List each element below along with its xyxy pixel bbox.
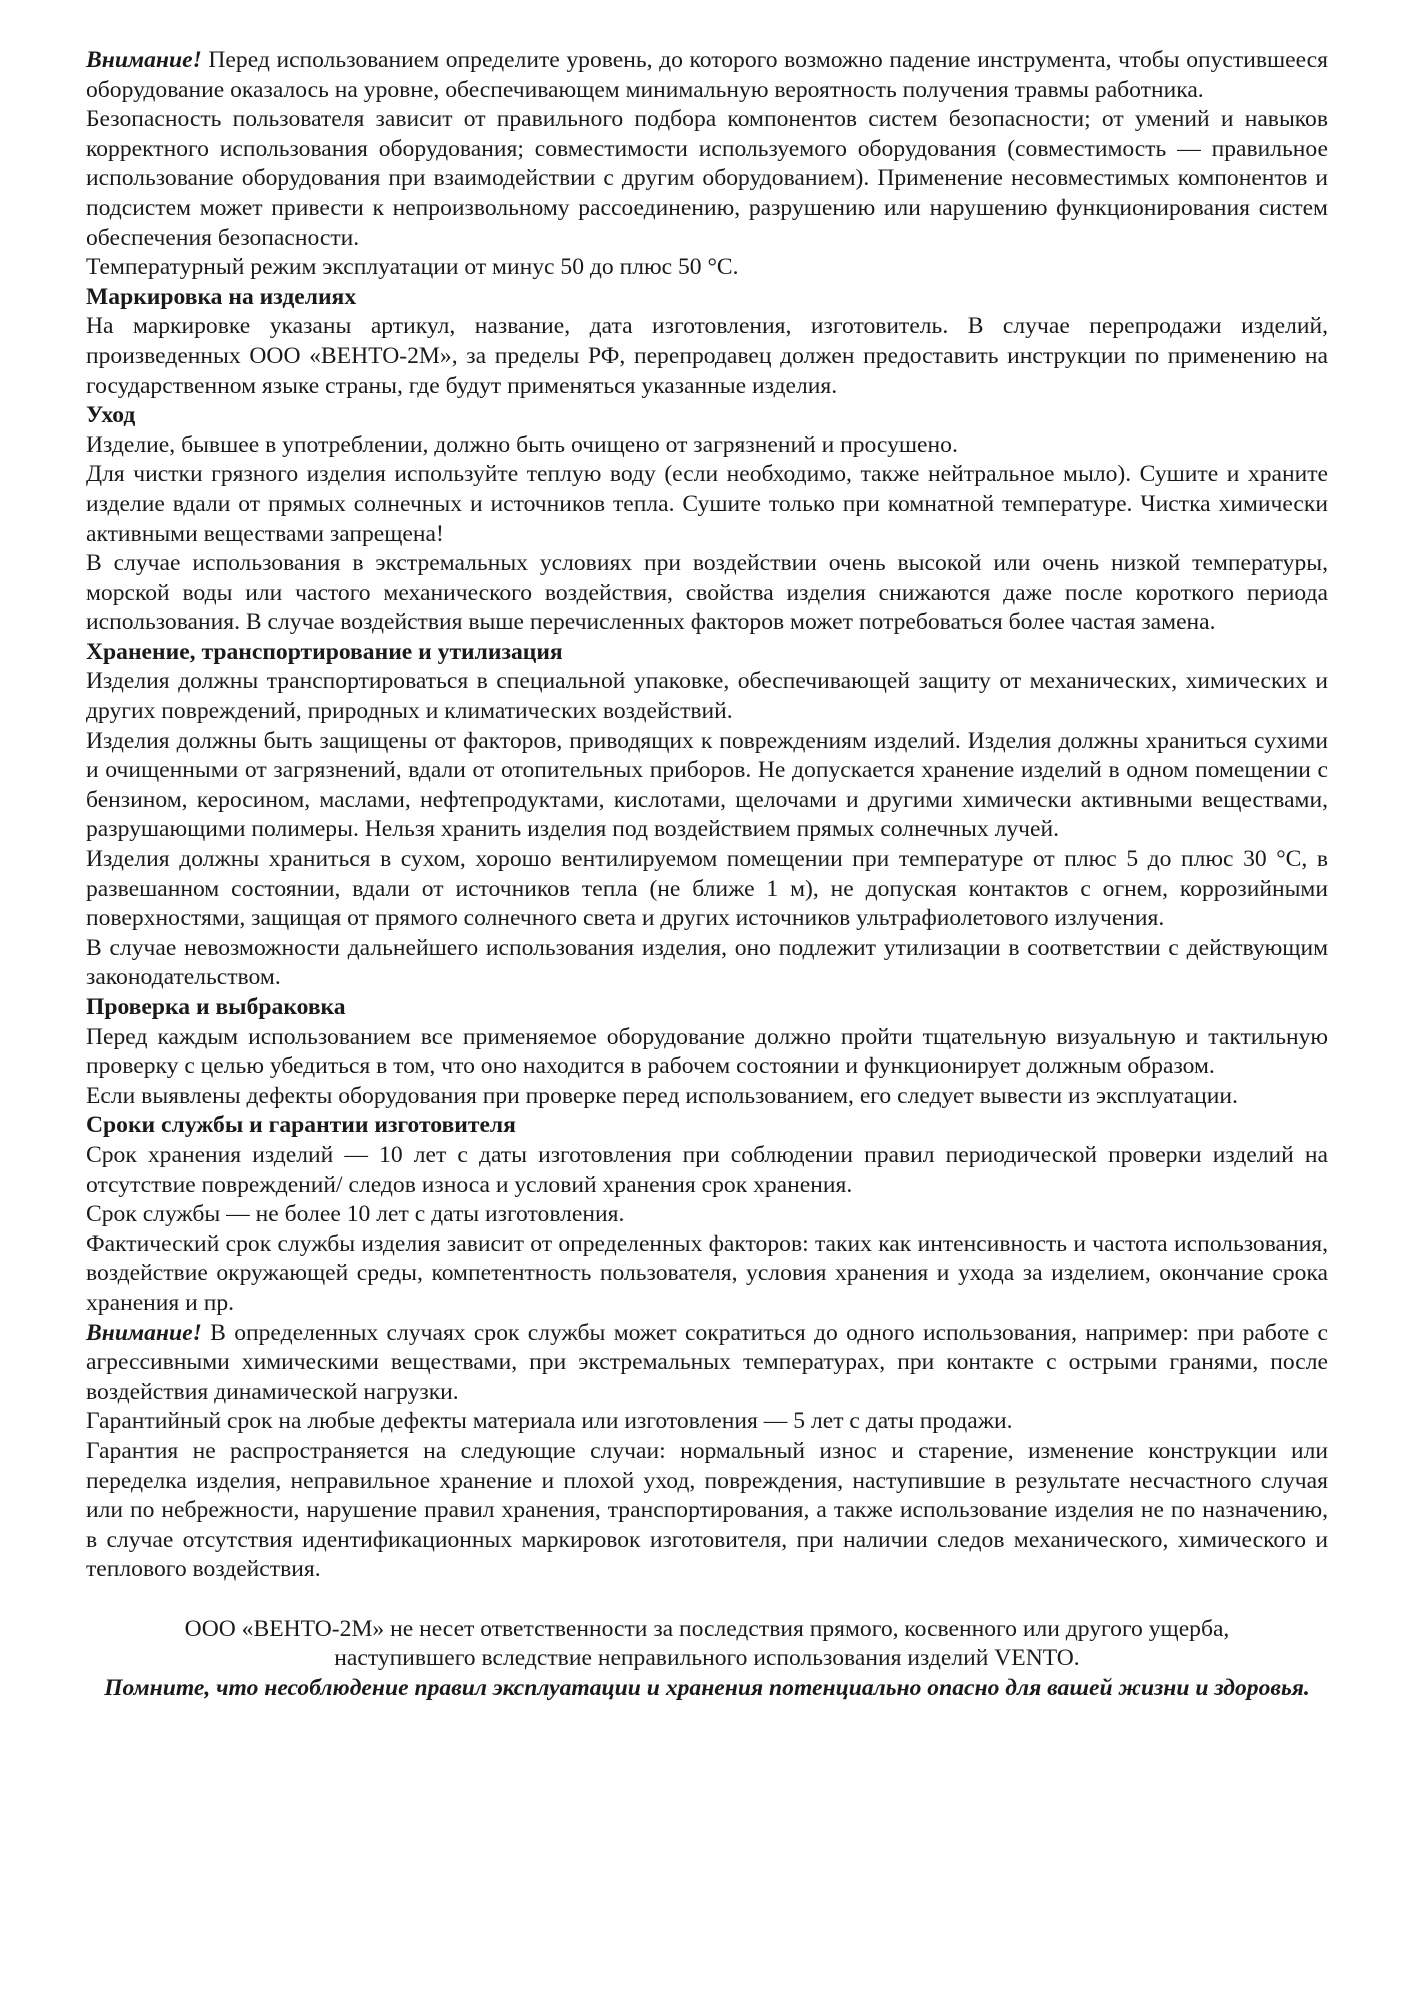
remember-note: Помните, что несоблюдение правил эксплуатации и хранения потенциально опасно для вашей жизни и здоровья. (104, 1675, 1310, 1702)
warning-paragraph (86, 1319, 1328, 1408)
service-paragraph: Срок службы — не более 10 лет с даты изготовления. (86, 1201, 625, 1228)
warning-label: Внимание! (86, 1319, 202, 1346)
section-heading-care: Уход (86, 402, 136, 429)
warning-text: В определенных случаях срок службы может сократиться до одного использования, например: при работе с агрессивными химическими веществами, при экстремальных температурах, при контакте с острыми гранями, после воздействия динамической нагрузки. (86, 1319, 1328, 1405)
disclaimer-line: ООО «ВЕНТО-2М» не несет ответственности за последствия прямого, косвенного или другого ущерба, (184, 1615, 1230, 1642)
care-paragraph: Для чистки грязного изделия используйте теплую воду (если необходимо, также нейтральное мыло). Сушите и храните изделие вдали от прямых солнечных и источников тепла. Сушите только при комнатной температуре. Чистка химически активными веществами запрещена! (86, 461, 1328, 547)
section-heading-marking: Маркировка на изделиях (86, 283, 357, 310)
marking-paragraph: На маркировке указаны артикул, название, дата изготовления, изготовитель. В случае перепродажи изделий, произведенных ООО «ВЕНТО-2М», за пределы РФ, перепродавец должен предоставить инструкции по применению на государственном языке страны, где будут применяться указанные изделия. (86, 313, 1328, 399)
section-heading-service: Сроки службы и гарантии изготовителя (86, 1112, 516, 1139)
document-page (86, 46, 1328, 1704)
section-heading-storage: Хранение, транспортирование и утилизация (86, 638, 563, 665)
service-paragraph: Фактический срок службы изделия зависит от определенных факторов: таких как интенсивность и частота использования, воздействие окружающей среды, компетентность пользователя, условия хранения и ухода за изделием, окончание срока хранения и пр. (86, 1230, 1328, 1316)
inspection-paragraph: Если выявлены дефекты оборудования при проверке перед использованием, его следует вывести из эксплуатации. (86, 1082, 1238, 1109)
warning-label: Внимание! (86, 47, 202, 73)
inspection-paragraph: Перед каждым использованием все применяемое оборудование должно пройти тщательную визуальную и тактильную проверку с целью убедиться в том, что оно находится в рабочем состоянии и функционирует должным образом. (86, 1023, 1328, 1080)
temperature-paragraph: Температурный режим эксплуатации от минус 50 до плюс 50 °С. (86, 254, 739, 281)
service-paragraph: Срок хранения изделий — 10 лет с даты изготовления при соблюдении правил периодической проверки изделий на отсутствие повреждений/ следов износа и условий хранения срок хранения. (86, 1141, 1328, 1198)
service-paragraph: Гарантийный срок на любые дефекты материала или изготовления — 5 лет с даты продажи. (86, 1408, 1013, 1435)
disclaimer-line: наступившего вследствие неправильного использования изделий VENTO. (334, 1645, 1080, 1672)
warning-text: Перед использованием определите уровень, до которого возможно падение инструмента, чтобы опустившееся оборудование оказалось на уровне, обеспечивающем минимальную вероятность получения травмы работника. (86, 47, 1328, 103)
storage-paragraph: В случае невозможности дальнейшего использования изделия, оно подлежит утилизации в соответствии с действующим законодательством. (86, 934, 1328, 991)
storage-paragraph: Изделия должны храниться в сухом, хорошо вентилируемом помещении при температуре от плюс 5 до плюс 30 °С, в развешанном состоянии, вдали от источников тепла (не ближе 1 м), не допуская контактов с огнем, коррозийными поверхностями, защищая от прямого солнечного света и других источников ультрафиолетового излучения. (86, 846, 1328, 932)
warning-paragraph (86, 46, 1328, 105)
section-heading-inspection: Проверка и выбраковка (86, 994, 346, 1020)
care-paragraph: В случае использования в экстремальных условиях при воздействии очень высокой или очень низкой температуры, морской воды или частого механического воздействия, свойства изделия снижаются даже после короткого периода использования. В случае воздействия выше перечисленных факторов может потребоваться более частая замена. (86, 550, 1328, 636)
care-paragraph: Изделие, бывшее в употреблении, должно быть очищено от загрязнений и просушено. (86, 431, 958, 458)
storage-paragraph: Изделия должны транспортироваться в специальной упаковке, обеспечивающей защиту от механических, химических и других повреждений, природных и климатических воздействий. (86, 668, 1328, 725)
service-paragraph: Гарантия не распространяется на следующие случаи: нормальный износ и старение, изменение конструкции или переделка изделия, неправильное хранение и плохой уход, повреждения, наступившие в результате несчастного случая или по небрежности, нарушение правил хранения, транспортирования, а также использование изделия не по назначению, в случае отсутствия идентификационных маркировок изготовителя, при наличии следов механического, химического и теплового воздействия. (86, 1437, 1328, 1583)
safety-paragraph: Безопасность пользователя зависит от правильного подбора компонентов систем безопасности; от умений и навыков корректного использования оборудования; совместимости используемого оборудования (совместимость — правильное использование оборудования при взаимодействии с другим оборудованием). Применение несовместимых компонентов и подсистем может привести к непроизвольному рассоединению, разрушению или нарушению функционирования систем обеспечения безопасности. (86, 106, 1328, 251)
footer-block (86, 1615, 1328, 1704)
storage-paragraph: Изделия должны быть защищены от факторов, приводящих к повреждениям изделий. Изделия должны храниться сухими и очищенными от загрязнений, вдали от отопительных приборов. Не допускается хранение изделий в одном помещении с бензином, керосином, маслами, нефтепродуктами, кислотами, щелочами и другими химически активными веществами, разрушающими полимеры. Нельзя хранить изделия под воздействием прямых солнечных лучей. (86, 727, 1328, 843)
